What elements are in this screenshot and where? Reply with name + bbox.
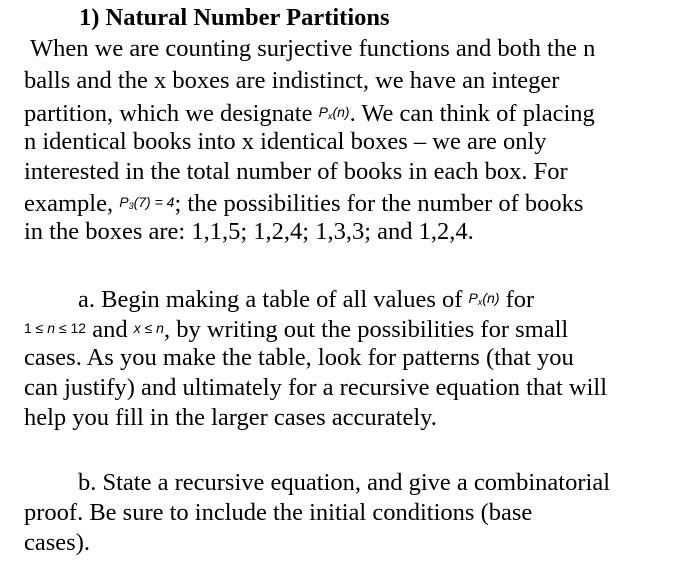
part-a-line-2 <box>24 313 568 345</box>
part-a-line-2-text-c: , by writing out the possibilities for small <box>163 316 569 343</box>
part-b-line-3: cases). <box>24 529 90 556</box>
intro-line-7: in the boxes are: 1,1,5; 1,2,4; 1,3,3; and 1,2,4. <box>24 218 474 245</box>
page-title: 1) Natural Number Partitions <box>79 4 390 31</box>
intro-line-5: interested in the total number of books in each box. For <box>24 158 568 185</box>
math-p3-7: $P_3(7) = 4$ <box>119 194 175 211</box>
part-a-line-2-and: and <box>92 316 128 343</box>
part-a-line-1-text-b: for <box>505 286 535 313</box>
math-x-le-n: x ≤ n <box>133 320 164 336</box>
intro-line-6-text-b: ; the possibilities for the number of books <box>174 190 584 217</box>
part-a-line-1 <box>78 283 534 317</box>
intro-line-3-text-a: partition, which we designate <box>24 100 313 127</box>
intro-line-6 <box>24 187 583 221</box>
math-px-n: $P_x(n)$ <box>318 104 350 121</box>
part-a-line-4: can justify) and ultimately for a recursive equation that will <box>24 374 608 401</box>
part-a-line-5: help you fill in the larger cases accurately. <box>24 404 437 431</box>
part-a-line-1-text-a: a. Begin making a table of all values of <box>78 286 463 313</box>
intro-line-6-text-a: example, <box>24 190 114 217</box>
part-a-line-3: cases. As you make the table, look for patterns (that you <box>24 344 574 371</box>
intro-line-4: n identical books into x identical boxes – we are only <box>24 128 547 155</box>
intro-line-1: When we are counting surjective functions and both the n <box>30 35 596 62</box>
intro-line-2: balls and the x boxes are indistinct, we have an integer <box>24 67 560 94</box>
math-px-n-2: $P_x(n)$ <box>468 290 500 307</box>
intro-line-3-text-b: . We can think of placing <box>349 100 595 127</box>
math-range: 1 ≤ n ≤ 12 <box>24 320 87 336</box>
intro-line-3 <box>24 97 595 131</box>
part-b-line-2: proof. Be sure to include the initial conditions (base <box>24 499 533 526</box>
part-b-line-1: b. State a recursive equation, and give a combinatorial <box>78 469 611 496</box>
